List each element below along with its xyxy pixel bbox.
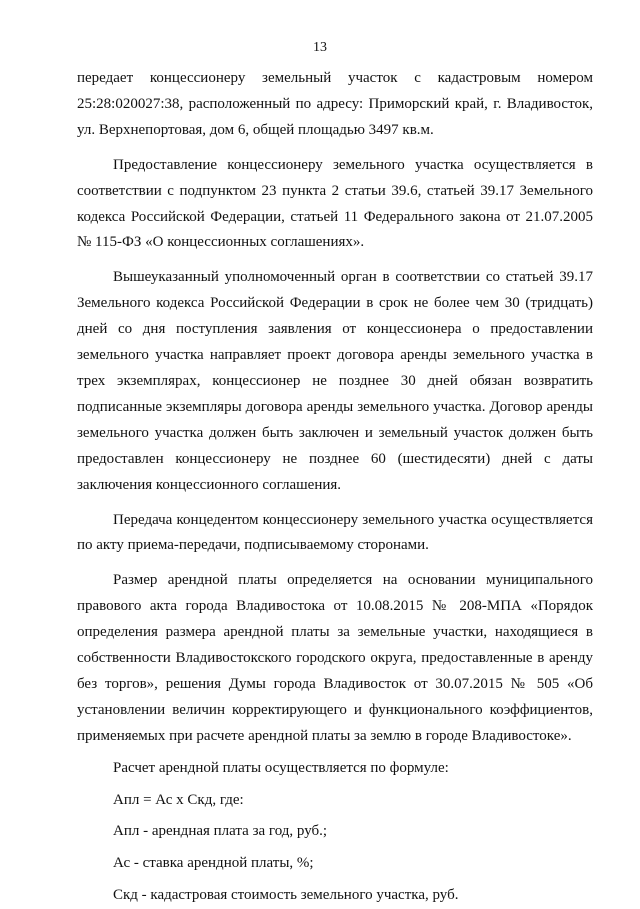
page-number: 13 bbox=[313, 40, 327, 55]
paragraph-rent-amount: Размер арендной платы определяется на основании муниципального правового акта города Владивостока от 10.08.2015 № 208-МПА «Порядок определения размера арендной платы за земельные участки, находящиеся в собственности Владивостокского городского округа, предоставленные в аренду без торгов», решения Думы города Владивосток от 30.07.2015 № 505 «Об установлении величин корректирующего и функционального коэффициентов, применяемых при расчете арендной платы за землю в городе Владивостоке». bbox=[77, 572, 593, 744]
paragraph-transfer-act: Передача концедентом концессионеру земельного участка осуществляется по акту приема-передачи, подписываемому сторонами. bbox=[77, 511, 593, 554]
paragraph-land-transfer: передает концессионеру земельный участок с кадастровым номером 25:28:020027:38, расположенный по адресу: Приморский край, г. Владивосток, ул. Верхнепортовая, дом 6, общей площадью 3497 кв.м. bbox=[77, 70, 593, 138]
formula-definition-as: Ас - ставка арендной платы, %; bbox=[113, 855, 314, 872]
formula-definition-skd: Скд - кадастровая стоимость земельного участка, руб. bbox=[113, 887, 459, 904]
paragraph-legal-basis: Предоставление концессионеру земельного участка осуществляется в соответствии с подпунктом 23 пункта 2 статьи 39.6, статьей 39.17 Земельного кодекса Российской Федерации, статьей 11 Федерального закона от 21.07.2005 № 115-ФЗ «О концессионных соглашениях». bbox=[77, 156, 593, 251]
paragraph-lease-procedure: Вышеуказанный уполномоченный орган в соответствии со статьей 39.17 Земельного кодекса Российской Федерации в срок не более чем 30 (тридцать) дней со дня поступления заявления от концессионера о предоставлении земельного участка направляет проект договора аренды земельного участка в трех экземплярах, концессионер не позднее 30 дней обязан возвратить подписанные экземпляры договора аренды земельного участка. Договор аренды земельного участка должен быть заключен и земельный участок должен быть предоставлен концессионеру не позднее 60 (шестидесяти) дней с даты заключения концессионного соглашения. bbox=[77, 269, 593, 493]
formula-definition-apl: Апл - арендная плата за год, руб.; bbox=[113, 823, 328, 840]
formula-intro: Расчет арендной платы осуществляется по формуле: bbox=[113, 759, 449, 776]
formula-expression: Апл = Ас х Скд, где: bbox=[113, 791, 244, 808]
document-body bbox=[77, 66, 593, 909]
